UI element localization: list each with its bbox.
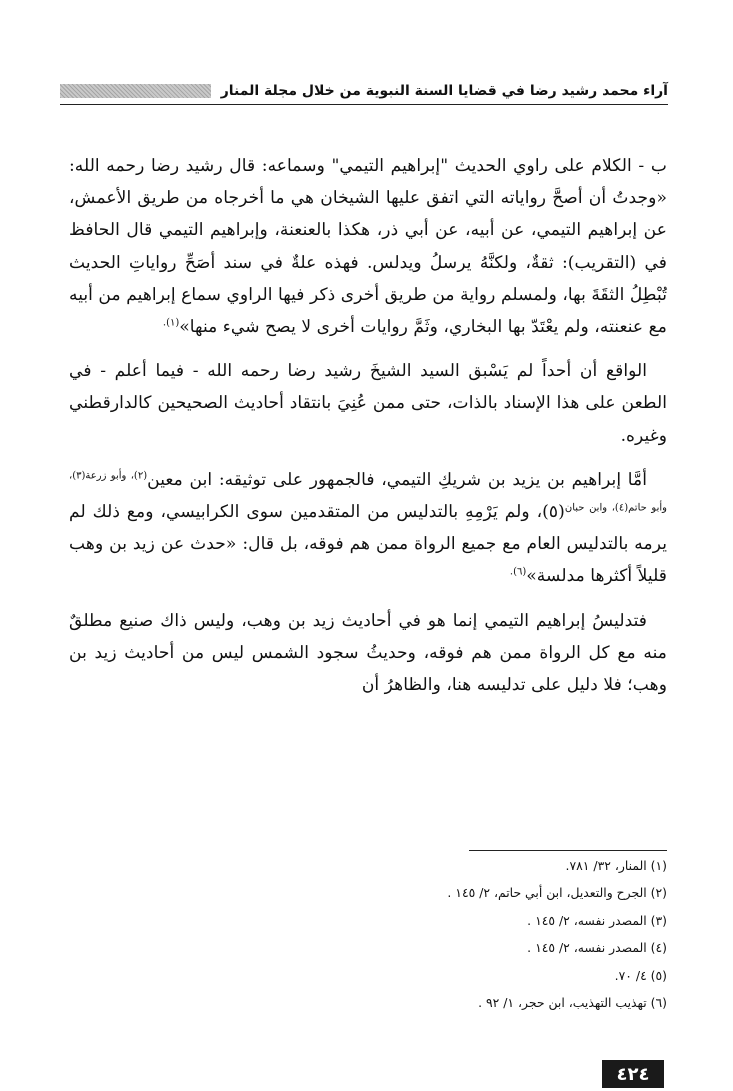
header-rule — [60, 104, 668, 105]
footnote-ref-1: (١). — [162, 317, 180, 329]
paragraph-1 — [69, 150, 667, 343]
footnote-6: (٦) تهذيب التهذيب، ابن حجر، ١/ ٩٢ . — [478, 995, 667, 1011]
paragraph-3 — [69, 464, 667, 593]
footnote-1: (١) المنار، ٣٢/ ٧٨١. — [565, 858, 667, 873]
footnote-ref-2: (٢)، وأبو زرعة — [85, 470, 148, 482]
footnote-ref-3: (٣)، وأبو حاتم — [69, 470, 667, 514]
paragraph-3-text: أمَّا إبراهيم بن يزيد بن شريكِ التيمي، فالجمهور على توثيقه: ابن معين — [147, 469, 647, 490]
footnote-rule — [469, 850, 667, 851]
footnote-4: (٤) المصدر نفسه، ٢/ ١٤٥ . — [527, 940, 667, 956]
footnote-ref-6: (٦). — [509, 566, 527, 578]
footnote-2: (٢) الجرح والتعديل، ابن أبي حاتم، ٢/ ١٤٥ . — [447, 885, 667, 901]
footnote-3: (٣) المصدر نفسه، ٢/ ١٤٥ . — [527, 912, 667, 928]
paragraph-3-rest: (٥)، ولم يَرْمِهِ بالتدليس من المتقدمين سوى الكرابيسي، ومع ذلك لم يرمه بالتدليس العام مع جميع الرواة ممن هم فوقه، بل قال: «حدث عن زيد بن وهب قليلاً أكثرها مدلسة» — [69, 502, 667, 587]
paragraph-4: فتدليسُ إبراهيم التيمي إنما هو في أحاديث زيد بن وهب، وليس ذاك صنيع مطلقٌ منه مع كل الرواة ممن هم فوقه، وحديثُ سجود الشمس ليس من أحاديث زيد بن وهب؛ فلا دليل على تدليسه هنا، والظاهرُ أن — [69, 610, 667, 696]
page-number: ٤٢٤ — [602, 1060, 664, 1088]
footnote-5: (٥) ٤/ ٧٠. — [614, 967, 667, 983]
footnotes — [67, 852, 667, 1016]
header-decorative-band — [60, 84, 211, 98]
main-text — [69, 150, 667, 713]
running-header — [60, 78, 668, 104]
footnote-ref-4: (٤)، وابن حبان — [564, 502, 629, 514]
running-header-title: آراء محمد رشيد رضا في قضايا السنة النبوية من خلال مجلة المنار — [220, 83, 668, 99]
paragraph-1-text: ب - الكلام على راوي الحديث "إبراهيم التيمي" وسماعه: قال رشيد رضا رحمه الله: «وجدتُ أن أصحَّ رواياته التي اتفق عليها الشيخان هي ما أخرجاه من طريق الأعمش، عن إبراهيم التيمي، عن أبيه، عن أبي ذر، هكذا بالعنعنة، وإبراهيم التيمي قال الحافظ في (التقريب): ثقةٌ، ولكنَّهُ يرسلُ ويدلس. فهذه علةٌ في سند أصَحِّ رواياتِ الحديث تُبْطِلُ الثقَةَ بها، ولمسلم رواية من طريق أخرى ذكر فيها الراوي سماع إبراهيم من أبيه مع عنعنته، ولم يعْتَدّ بها البخاري، وثَمَّ روايات أخرى لا يصح شيء منها» — [69, 156, 667, 338]
paragraph-2: الواقع أن أحداً لم يَسْبق السيد الشيخَ رشيد رضا رحمه الله - فيما أعلم - في الطعن على هذا الإسناد بالذات، حتى ممن عُنِيَ بانتقاد أحاديث الصحيحين كالدارقطني وغيره. — [69, 361, 667, 446]
